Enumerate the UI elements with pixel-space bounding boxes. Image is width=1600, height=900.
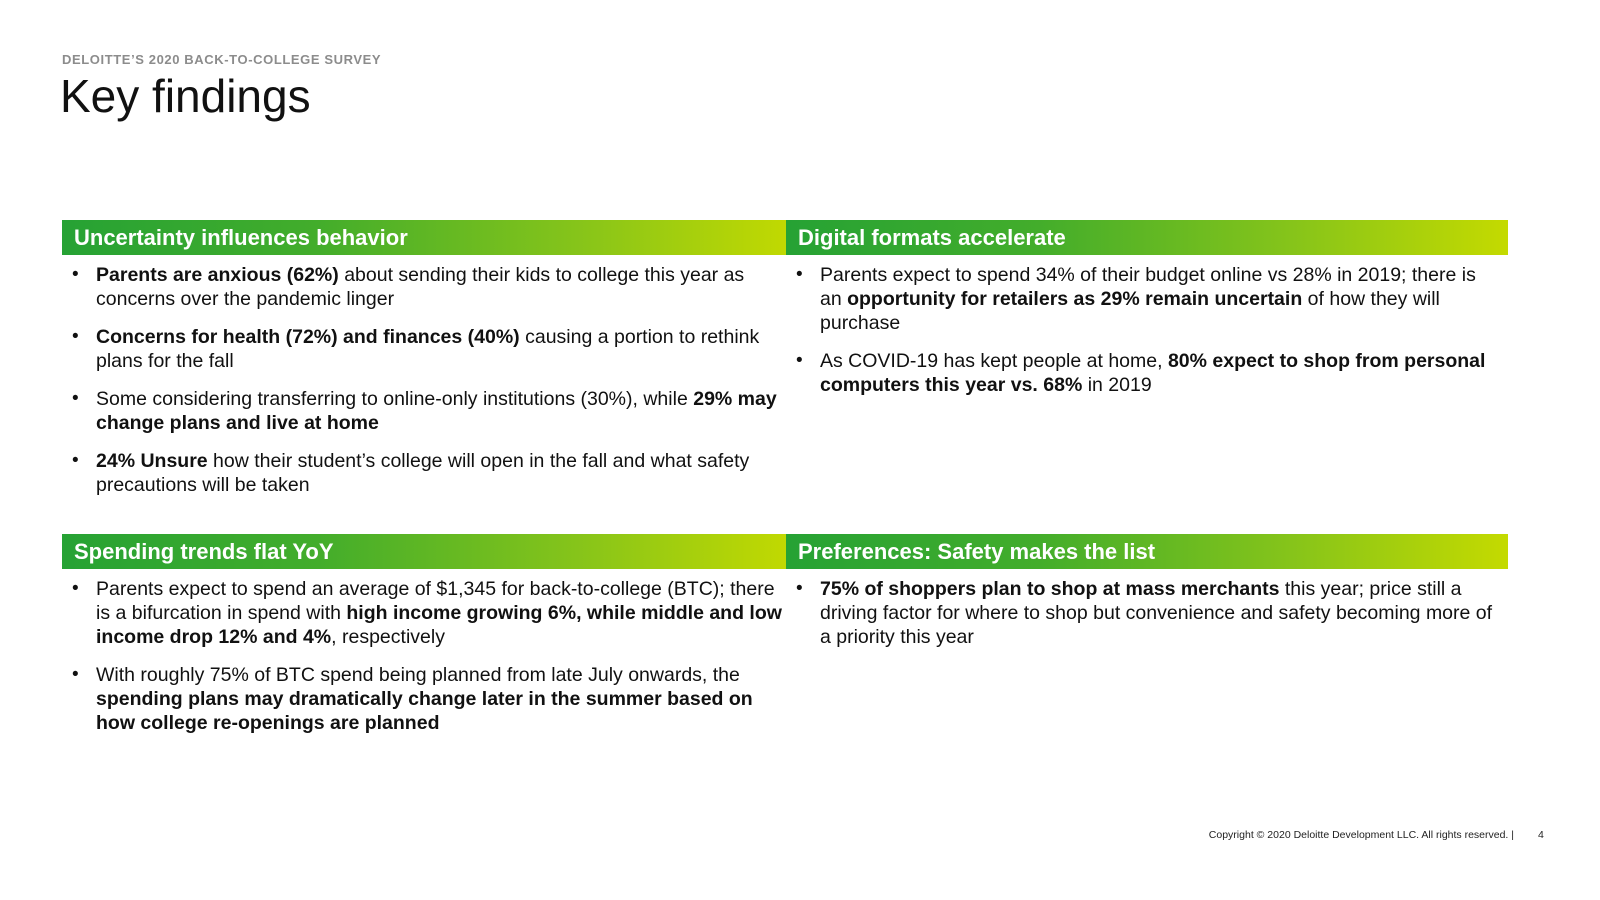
- bullet-dot-icon: •: [796, 350, 803, 371]
- bullet-text-bold: 24% Unsure: [96, 450, 208, 472]
- bullet-item: [786, 349, 1508, 397]
- bullet-text-bold: 80% expect to shop from personal computers this year vs. 68%: [820, 350, 1486, 396]
- bullet-text: about sending their kids to college this year as concerns over the pandemic linger: [96, 264, 745, 310]
- bullet-list: [62, 569, 798, 735]
- bullet-text-bold: spending plans may dramatically change later in the summer based on how college re-openings are planned: [96, 688, 753, 734]
- bullet-dot-icon: •: [72, 264, 79, 285]
- panel-preferences: [786, 534, 1508, 663]
- bullet-text-bold: opportunity for retailers as 29% remain uncertain: [847, 288, 1303, 310]
- panel-uncertainty: [62, 220, 798, 511]
- bullet-list: [62, 255, 798, 497]
- page-title: Key findings: [60, 70, 311, 122]
- bullet-text-bold: 75% of shoppers plan to shop at mass merchants: [820, 578, 1280, 600]
- bullet-list: [786, 255, 1508, 397]
- panel-header: Digital formats accelerate: [786, 220, 1508, 255]
- bullet-text: causing a portion to rethink plans for the fall: [96, 326, 760, 372]
- bullet-dot-icon: •: [72, 326, 79, 347]
- panel-header: Spending trends flat YoY: [62, 534, 798, 569]
- bullet-text: , respectively: [331, 626, 445, 648]
- bullet-dot-icon: •: [72, 388, 79, 409]
- copyright-footer: Copyright © 2020 Deloitte Development LLC. All rights reserved. |: [1208, 829, 1514, 841]
- bullet-text-bold: Concerns for health (72%) and finances (40%): [96, 326, 520, 348]
- survey-eyebrow: DELOITTE’S 2020 BACK-TO-COLLEGE SURVEY: [62, 52, 382, 67]
- bullet-text: how their student’s college will open in the fall and what safety precautions will be taken: [96, 450, 750, 496]
- bullet-list: [786, 569, 1508, 649]
- bullet-dot-icon: •: [796, 578, 803, 599]
- bullet-dot-icon: •: [72, 578, 79, 599]
- panel-digital: [786, 220, 1508, 411]
- bullet-text: this year; price still a driving factor for where to shop but convenience and safety becoming more of a priority this year: [820, 578, 1493, 648]
- bullet-text-bold: Parents are anxious (62%): [96, 264, 339, 286]
- bullet-item: [62, 387, 798, 435]
- bullet-dot-icon: •: [796, 264, 803, 285]
- bullet-item: [786, 263, 1508, 335]
- bullet-dot-icon: •: [72, 664, 79, 685]
- page-number: 4: [1538, 829, 1544, 841]
- bullet-item: [62, 663, 798, 735]
- panel-spending: [62, 534, 798, 749]
- bullet-item: [62, 449, 798, 497]
- bullet-text: As COVID-19 has kept people at home,: [820, 350, 1168, 372]
- bullet-item: [62, 325, 798, 373]
- bullet-text: Parents expect to spend 34% of their budget online vs 28% in 2019; there is an: [820, 264, 1476, 310]
- bullet-text: of how they will purchase: [820, 288, 1440, 334]
- bullet-item: [62, 577, 798, 649]
- bullet-text: With roughly 75% of BTC spend being planned from late July onwards, the: [96, 664, 740, 686]
- bullet-text: Some considering transferring to online-only institutions (30%), while: [96, 388, 694, 410]
- bullet-dot-icon: •: [72, 450, 79, 471]
- bullet-item: [786, 577, 1508, 649]
- bullet-text: in 2019: [1082, 374, 1152, 396]
- panel-header: Uncertainty influences behavior: [62, 220, 798, 255]
- bullet-text-bold: high income growing 6%, while middle and low income drop 12% and 4%: [96, 602, 782, 648]
- bullet-text: Parents expect to spend an average of $1,345 for back-to-college (BTC); there is a bifurcation in spend with: [96, 578, 775, 624]
- bullet-item: [62, 263, 798, 311]
- panel-header: Preferences: Safety makes the list: [786, 534, 1508, 569]
- bullet-text-bold: 29% may change plans and live at home: [96, 388, 777, 434]
